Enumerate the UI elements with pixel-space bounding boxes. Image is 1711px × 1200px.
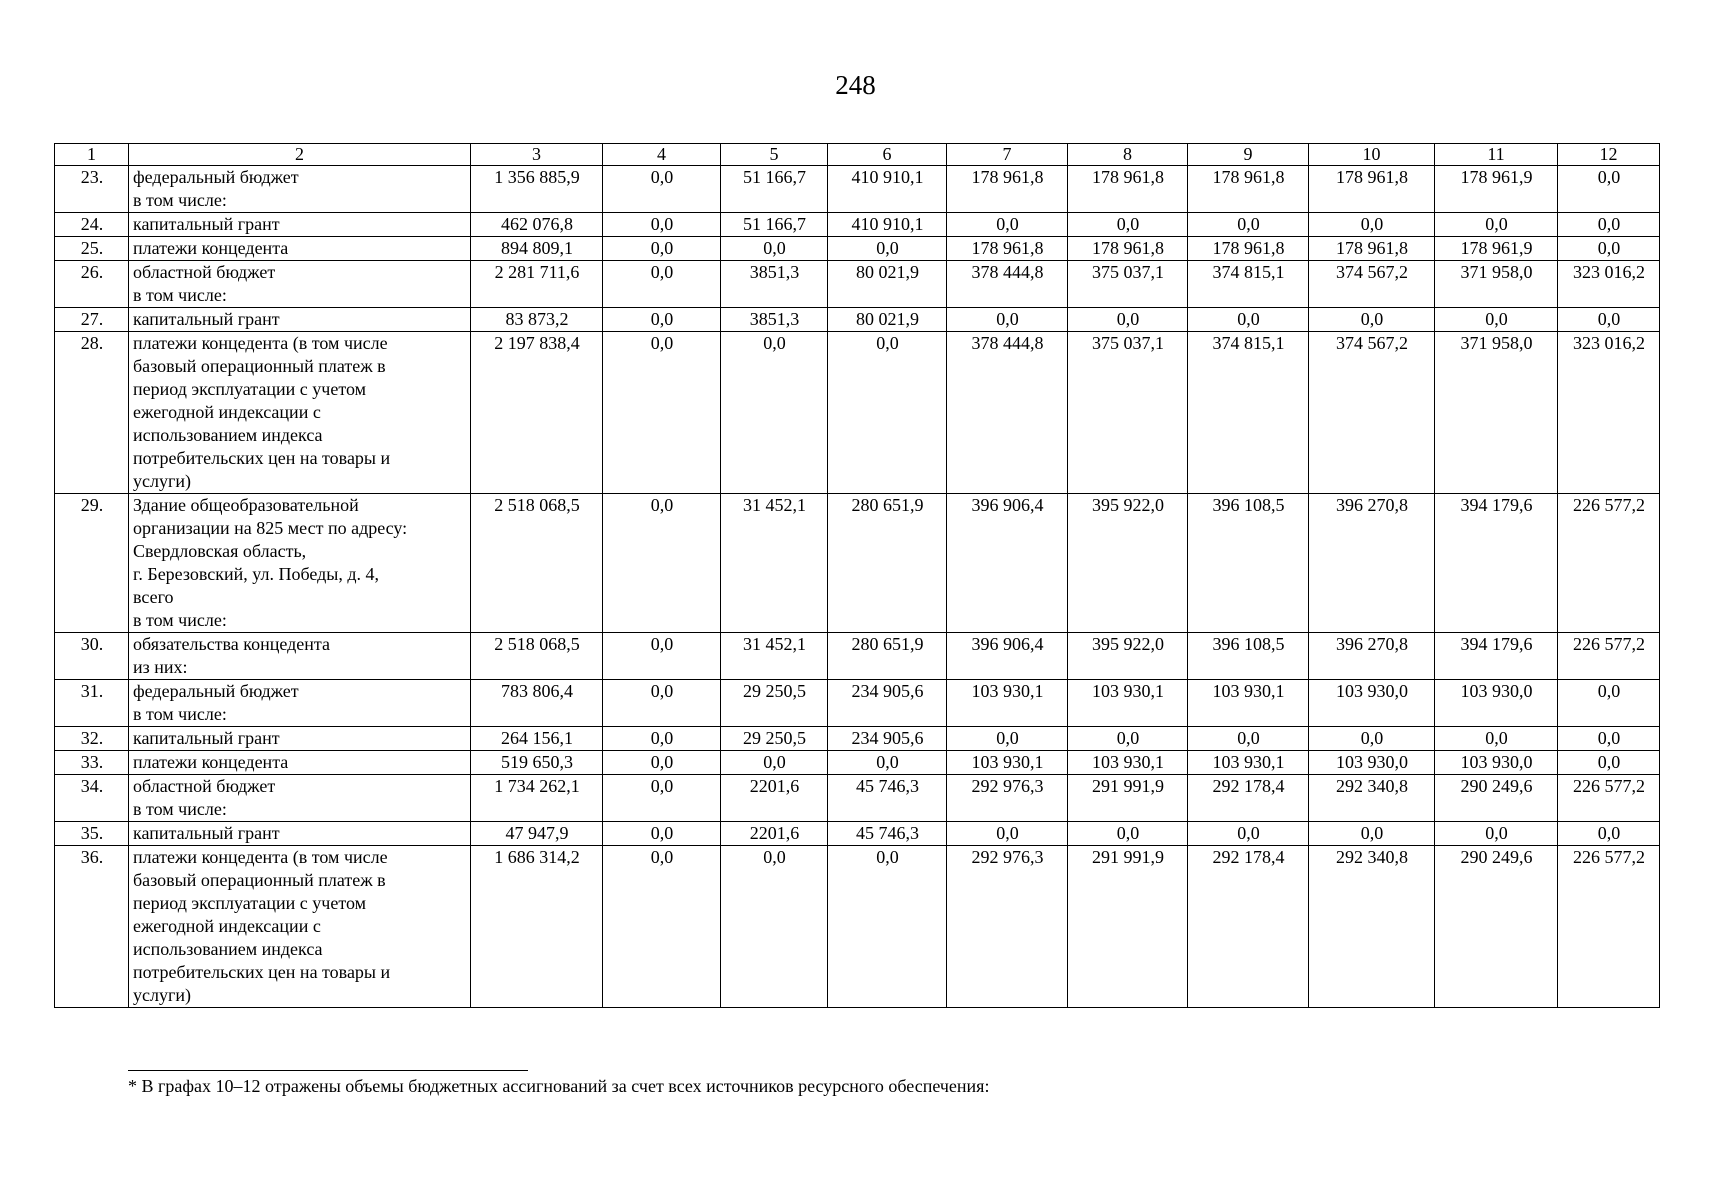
value-cell: 103 930,1 [1068, 680, 1188, 727]
value-cell: 0,0 [1068, 822, 1188, 846]
value-cell: 0,0 [603, 261, 721, 308]
value-cell: 0,0 [603, 308, 721, 332]
value-cell: 2201,6 [721, 822, 828, 846]
value-cell: 226 577,2 [1558, 775, 1660, 822]
value-cell: 0,0 [1309, 822, 1435, 846]
value-cell: 395 922,0 [1068, 494, 1188, 633]
table-row [55, 822, 1660, 846]
table-header-row [55, 144, 1660, 166]
value-cell: 45 746,3 [828, 775, 947, 822]
value-cell: 0,0 [947, 213, 1068, 237]
value-cell: 280 651,9 [828, 633, 947, 680]
value-cell: 0,0 [1188, 727, 1309, 751]
value-cell: 323 016,2 [1558, 332, 1660, 494]
value-cell: 0,0 [603, 846, 721, 1008]
value-cell: 0,0 [1558, 680, 1660, 727]
value-cell: 371 958,0 [1435, 332, 1558, 494]
table-row [55, 633, 1660, 680]
value-cell: 178 961,8 [947, 166, 1068, 213]
value-cell: 0,0 [603, 727, 721, 751]
value-cell: 374 567,2 [1309, 261, 1435, 308]
row-number: 32. [55, 727, 129, 751]
table-row [55, 261, 1660, 308]
row-description: федеральный бюджет в том числе: [129, 166, 471, 213]
value-cell: 0,0 [1435, 308, 1558, 332]
row-description: федеральный бюджет в том числе: [129, 680, 471, 727]
table-row [55, 846, 1660, 1008]
value-cell: 0,0 [1558, 166, 1660, 213]
table-row [55, 237, 1660, 261]
value-cell: 0,0 [603, 633, 721, 680]
row-number: 25. [55, 237, 129, 261]
value-cell: 103 930,1 [1188, 751, 1309, 775]
value-cell: 0,0 [1558, 308, 1660, 332]
value-cell: 0,0 [603, 775, 721, 822]
value-cell: 0,0 [721, 751, 828, 775]
value-cell: 1 686 314,2 [471, 846, 603, 1008]
budget-table [54, 143, 1660, 1008]
value-cell: 103 930,1 [1068, 751, 1188, 775]
column-header: 3 [471, 144, 603, 166]
column-header: 1 [55, 144, 129, 166]
value-cell: 0,0 [1188, 822, 1309, 846]
value-cell: 396 108,5 [1188, 633, 1309, 680]
value-cell: 0,0 [1558, 727, 1660, 751]
value-cell: 0,0 [1309, 213, 1435, 237]
column-header: 11 [1435, 144, 1558, 166]
value-cell: 280 651,9 [828, 494, 947, 633]
value-cell: 3851,3 [721, 308, 828, 332]
value-cell: 226 577,2 [1558, 494, 1660, 633]
value-cell: 31 452,1 [721, 633, 828, 680]
column-header: 7 [947, 144, 1068, 166]
value-cell: 103 930,0 [1309, 680, 1435, 727]
value-cell: 396 906,4 [947, 494, 1068, 633]
row-description: платежи концедента [129, 751, 471, 775]
column-header: 4 [603, 144, 721, 166]
table-row [55, 727, 1660, 751]
value-cell: 178 961,8 [1068, 237, 1188, 261]
value-cell: 396 108,5 [1188, 494, 1309, 633]
row-description: платежи концедента (в том числе базовый операционный платеж в период эксплуатации с учетом ежегодной индексации с использованием индекса потребительских цен на товары и услуги) [129, 846, 471, 1008]
row-number: 36. [55, 846, 129, 1008]
row-number: 29. [55, 494, 129, 633]
row-description: областной бюджет в том числе: [129, 261, 471, 308]
value-cell: 178 961,8 [1188, 166, 1309, 213]
row-description: платежи концедента [129, 237, 471, 261]
value-cell: 375 037,1 [1068, 332, 1188, 494]
value-cell: 0,0 [1558, 822, 1660, 846]
value-cell: 375 037,1 [1068, 261, 1188, 308]
page-number: 248 [835, 70, 876, 100]
value-cell: 0,0 [1558, 213, 1660, 237]
value-cell: 226 577,2 [1558, 846, 1660, 1008]
value-cell: 394 179,6 [1435, 633, 1558, 680]
value-cell: 371 958,0 [1435, 261, 1558, 308]
row-number: 24. [55, 213, 129, 237]
table-row [55, 308, 1660, 332]
value-cell: 0,0 [603, 237, 721, 261]
value-cell: 291 991,9 [1068, 775, 1188, 822]
value-cell: 0,0 [828, 237, 947, 261]
row-number: 33. [55, 751, 129, 775]
footnote: * В графах 10–12 отражены объемы бюджетных ассигнований за счет всех источников ресурсного обеспечения: [128, 1076, 990, 1096]
value-cell: 292 976,3 [947, 775, 1068, 822]
value-cell: 47 947,9 [471, 822, 603, 846]
value-cell: 378 444,8 [947, 261, 1068, 308]
value-cell: 178 961,8 [1188, 237, 1309, 261]
value-cell: 396 270,8 [1309, 494, 1435, 633]
value-cell: 0,0 [603, 751, 721, 775]
value-cell: 0,0 [1068, 727, 1188, 751]
value-cell: 29 250,5 [721, 727, 828, 751]
value-cell: 292 340,8 [1309, 846, 1435, 1008]
value-cell: 0,0 [1068, 308, 1188, 332]
column-header: 5 [721, 144, 828, 166]
value-cell: 519 650,3 [471, 751, 603, 775]
value-cell: 31 452,1 [721, 494, 828, 633]
row-description: обязательства концедента из них: [129, 633, 471, 680]
value-cell: 80 021,9 [828, 261, 947, 308]
value-cell: 29 250,5 [721, 680, 828, 727]
value-cell: 0,0 [947, 308, 1068, 332]
value-cell: 103 930,0 [1435, 751, 1558, 775]
value-cell: 0,0 [947, 727, 1068, 751]
value-cell: 410 910,1 [828, 213, 947, 237]
value-cell: 0,0 [1068, 213, 1188, 237]
row-description: капитальный грант [129, 213, 471, 237]
value-cell: 0,0 [1435, 822, 1558, 846]
value-cell: 234 905,6 [828, 680, 947, 727]
value-cell: 0,0 [1309, 727, 1435, 751]
value-cell: 2 518 068,5 [471, 633, 603, 680]
value-cell: 323 016,2 [1558, 261, 1660, 308]
value-cell: 410 910,1 [828, 166, 947, 213]
value-cell: 0,0 [603, 213, 721, 237]
value-cell: 292 976,3 [947, 846, 1068, 1008]
value-cell: 3851,3 [721, 261, 828, 308]
value-cell: 290 249,6 [1435, 775, 1558, 822]
row-number: 27. [55, 308, 129, 332]
column-header: 12 [1558, 144, 1660, 166]
value-cell: 51 166,7 [721, 213, 828, 237]
value-cell: 894 809,1 [471, 237, 603, 261]
value-cell: 51 166,7 [721, 166, 828, 213]
value-cell: 0,0 [1188, 308, 1309, 332]
value-cell: 178 961,8 [1068, 166, 1188, 213]
value-cell: 103 930,0 [1435, 680, 1558, 727]
value-cell: 0,0 [828, 332, 947, 494]
value-cell: 0,0 [721, 846, 828, 1008]
row-description: Здание общеобразовательной организации на 825 мест по адресу: Свердловская область, г. Березовский, ул. Победы, д. 4, всего в том числе: [129, 494, 471, 633]
table-row [55, 494, 1660, 633]
value-cell: 374 815,1 [1188, 332, 1309, 494]
value-cell: 462 076,8 [471, 213, 603, 237]
value-cell: 0,0 [603, 822, 721, 846]
value-cell: 0,0 [603, 680, 721, 727]
value-cell: 292 340,8 [1309, 775, 1435, 822]
value-cell: 45 746,3 [828, 822, 947, 846]
column-header: 9 [1188, 144, 1309, 166]
value-cell: 291 991,9 [1068, 846, 1188, 1008]
value-cell: 103 930,1 [947, 680, 1068, 727]
value-cell: 395 922,0 [1068, 633, 1188, 680]
value-cell: 0,0 [828, 846, 947, 1008]
value-cell: 1 356 885,9 [471, 166, 603, 213]
value-cell: 2 281 711,6 [471, 261, 603, 308]
table-row [55, 166, 1660, 213]
value-cell: 264 156,1 [471, 727, 603, 751]
table-row [55, 680, 1660, 727]
column-header: 6 [828, 144, 947, 166]
value-cell: 103 930,1 [947, 751, 1068, 775]
value-cell: 396 270,8 [1309, 633, 1435, 680]
value-cell: 396 906,4 [947, 633, 1068, 680]
column-header: 2 [129, 144, 471, 166]
row-number: 23. [55, 166, 129, 213]
value-cell: 0,0 [603, 166, 721, 213]
value-cell: 292 178,4 [1188, 775, 1309, 822]
value-cell: 178 961,8 [1309, 237, 1435, 261]
value-cell: 0,0 [1435, 727, 1558, 751]
value-cell: 178 961,8 [947, 237, 1068, 261]
value-cell: 103 930,1 [1188, 680, 1309, 727]
value-cell: 292 178,4 [1188, 846, 1309, 1008]
value-cell: 83 873,2 [471, 308, 603, 332]
row-number: 28. [55, 332, 129, 494]
value-cell: 0,0 [1188, 213, 1309, 237]
value-cell: 374 815,1 [1188, 261, 1309, 308]
value-cell: 0,0 [1309, 308, 1435, 332]
value-cell: 378 444,8 [947, 332, 1068, 494]
value-cell: 80 021,9 [828, 308, 947, 332]
value-cell: 0,0 [603, 332, 721, 494]
value-cell: 2 518 068,5 [471, 494, 603, 633]
value-cell: 783 806,4 [471, 680, 603, 727]
value-cell: 103 930,0 [1309, 751, 1435, 775]
value-cell: 178 961,8 [1309, 166, 1435, 213]
value-cell: 234 905,6 [828, 727, 947, 751]
row-description: капитальный грант [129, 822, 471, 846]
row-number: 35. [55, 822, 129, 846]
row-number: 26. [55, 261, 129, 308]
value-cell: 0,0 [1435, 213, 1558, 237]
value-cell: 374 567,2 [1309, 332, 1435, 494]
footnote-divider [128, 1070, 528, 1071]
value-cell: 2201,6 [721, 775, 828, 822]
value-cell: 290 249,6 [1435, 846, 1558, 1008]
value-cell: 226 577,2 [1558, 633, 1660, 680]
value-cell: 0,0 [721, 332, 828, 494]
value-cell: 178 961,9 [1435, 166, 1558, 213]
column-header: 10 [1309, 144, 1435, 166]
value-cell: 0,0 [603, 494, 721, 633]
table-body [55, 166, 1660, 1008]
row-description: платежи концедента (в том числе базовый операционный платеж в период эксплуатации с учетом ежегодной индексации с использованием индекса потребительских цен на товары и услуги) [129, 332, 471, 494]
row-number: 30. [55, 633, 129, 680]
value-cell: 0,0 [1558, 751, 1660, 775]
value-cell: 2 197 838,4 [471, 332, 603, 494]
row-description: капитальный грант [129, 308, 471, 332]
table-row [55, 775, 1660, 822]
value-cell: 0,0 [1558, 237, 1660, 261]
row-number: 34. [55, 775, 129, 822]
value-cell: 394 179,6 [1435, 494, 1558, 633]
table-row [55, 213, 1660, 237]
value-cell: 1 734 262,1 [471, 775, 603, 822]
value-cell: 178 961,9 [1435, 237, 1558, 261]
column-header: 8 [1068, 144, 1188, 166]
value-cell: 0,0 [947, 822, 1068, 846]
value-cell: 0,0 [828, 751, 947, 775]
row-number: 31. [55, 680, 129, 727]
table-row [55, 332, 1660, 494]
value-cell: 0,0 [721, 237, 828, 261]
row-description: областной бюджет в том числе: [129, 775, 471, 822]
row-description: капитальный грант [129, 727, 471, 751]
table-row [55, 751, 1660, 775]
